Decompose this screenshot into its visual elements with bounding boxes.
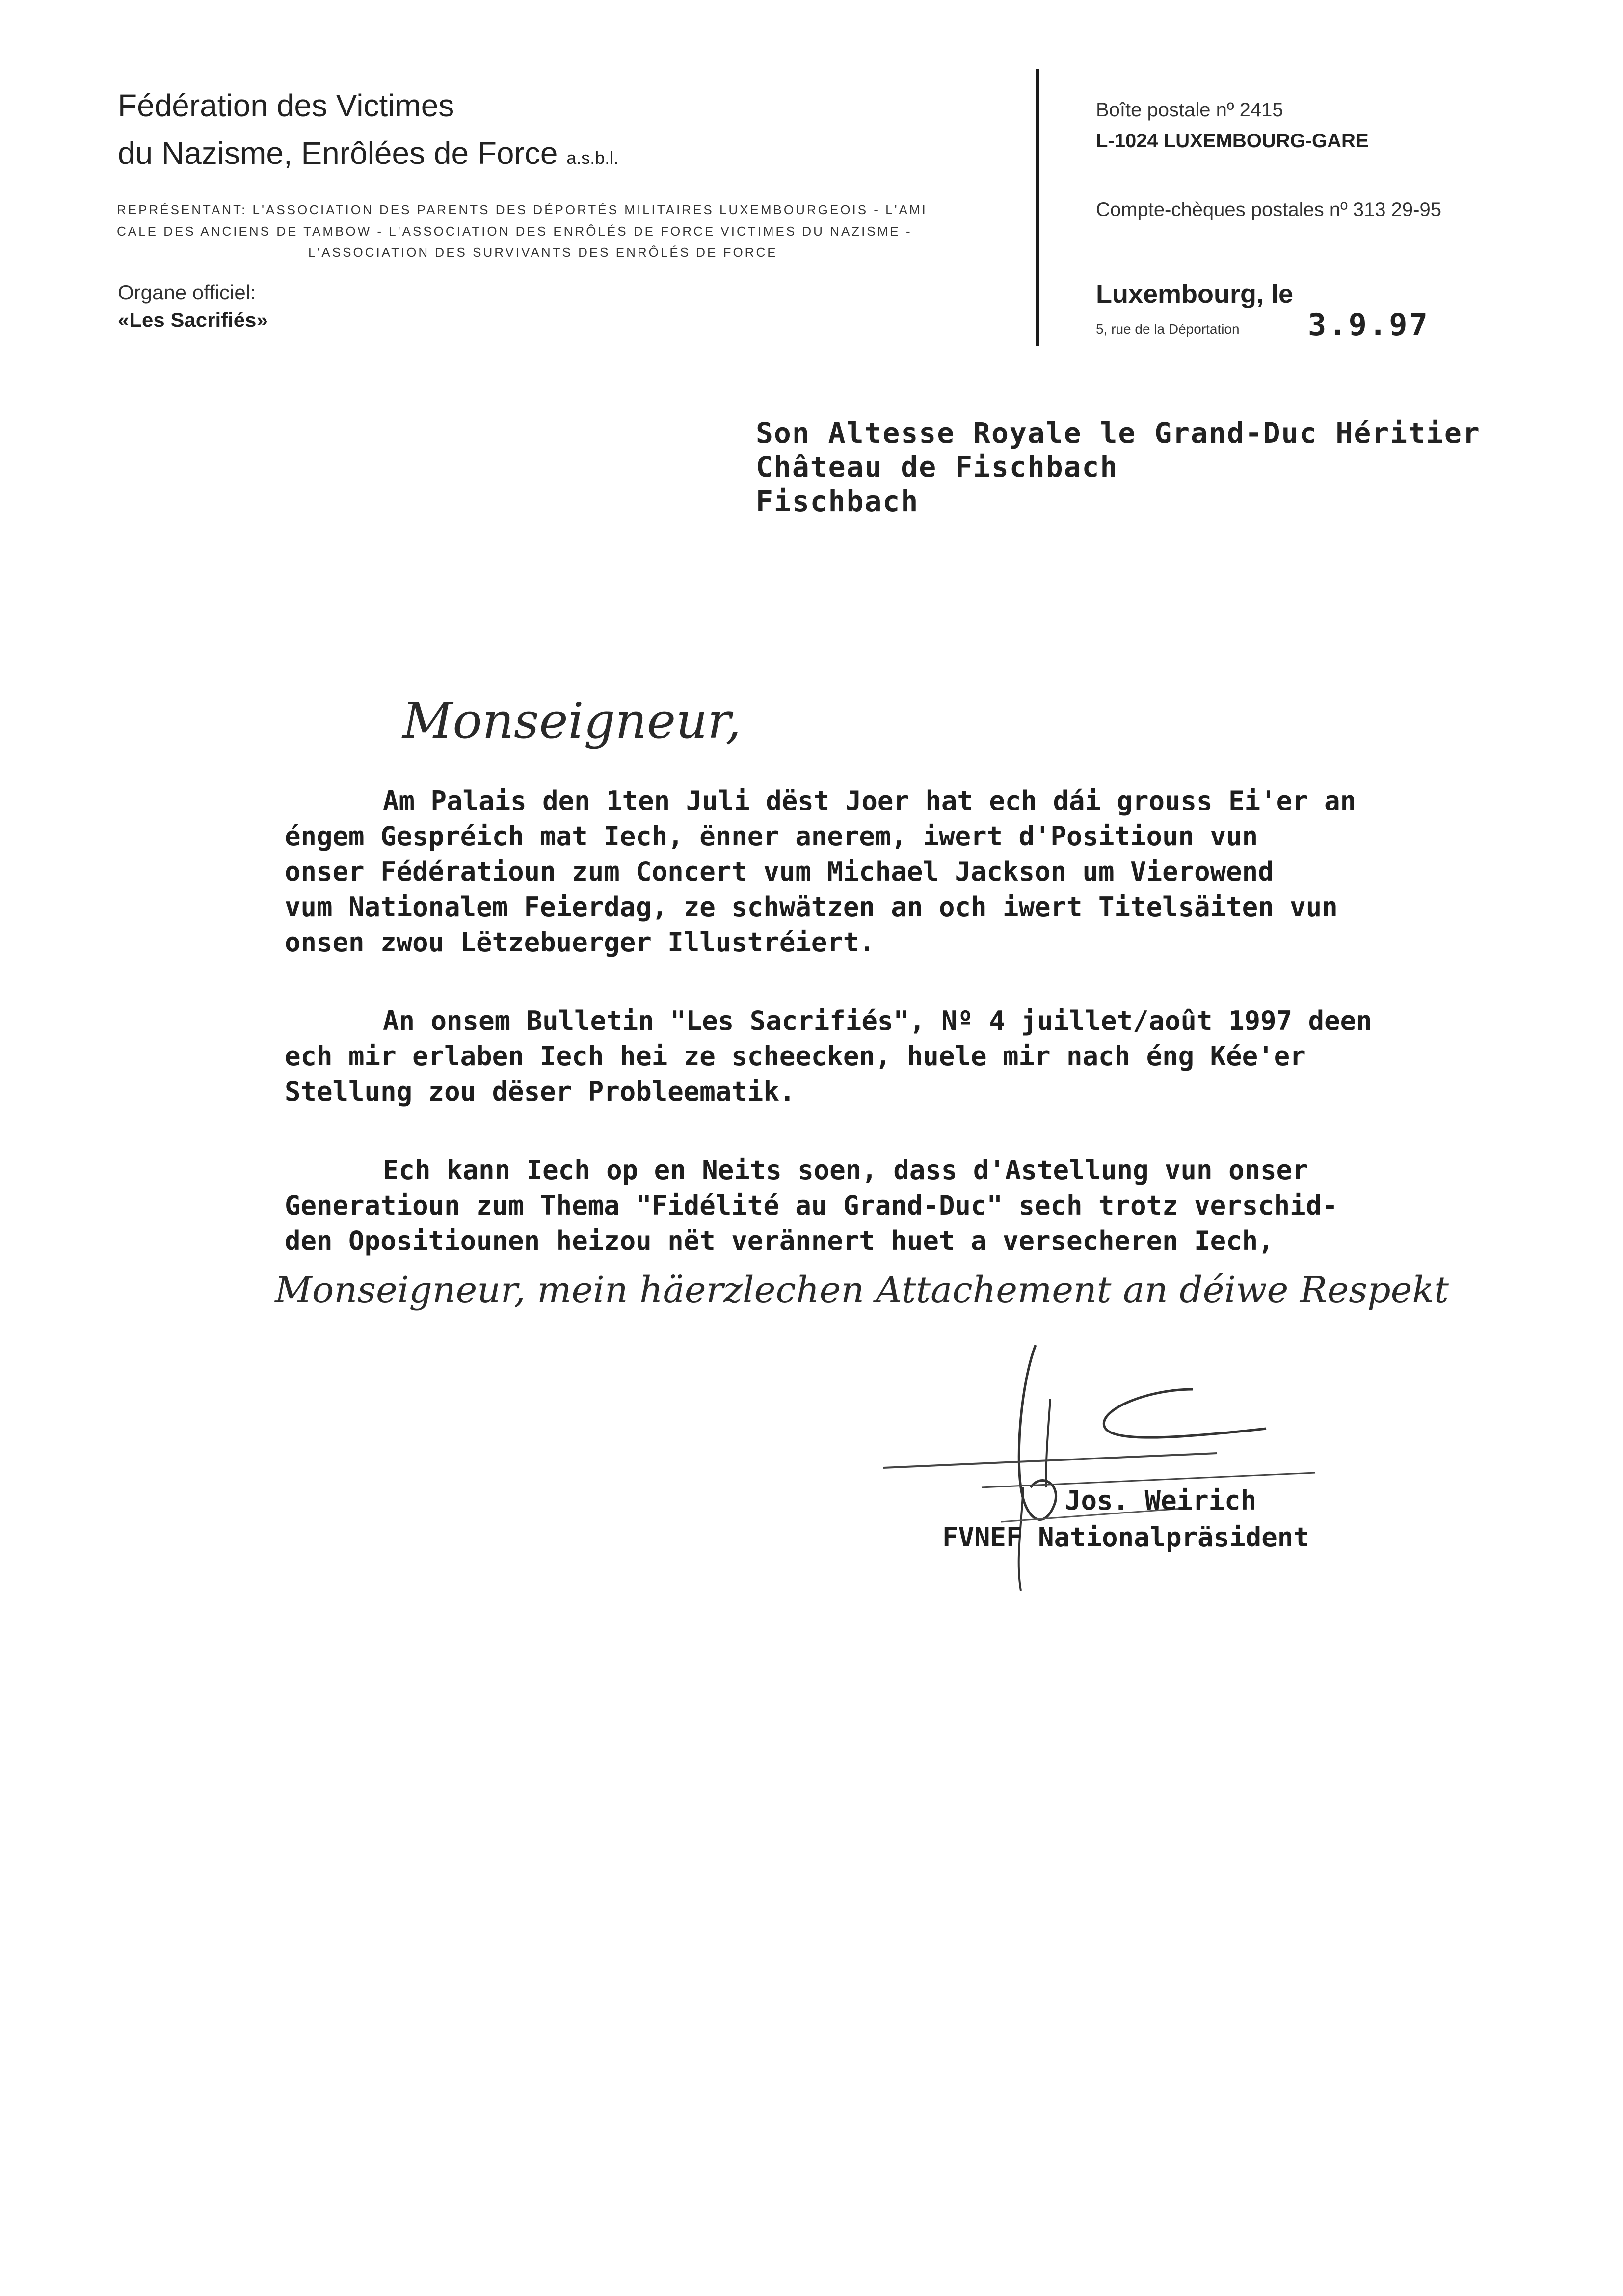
letterhead-divider <box>1036 69 1039 346</box>
letter-date: 3.9.97 <box>1308 307 1430 343</box>
organization-name-line1: Fédération des Victimes <box>118 88 454 123</box>
signature-scribble <box>874 1325 1512 1600</box>
signatory-title: FVNEF Nationalpräsident <box>942 1522 1309 1553</box>
place-line: Luxembourg, le <box>1096 279 1294 309</box>
organ-label: Organe officiel: <box>118 281 256 304</box>
paragraph2-line2: ech mir erlaben Iech hei ze scheecken, huele mir nach éng Kée'er <box>285 1041 1306 1072</box>
po-box: Boîte postale nº 2415 <box>1096 99 1283 121</box>
postal-city: L-1024 LUXEMBOURG-GARE <box>1096 130 1369 152</box>
signatory-name: Jos. Weirich <box>1065 1485 1257 1516</box>
paragraph3-line3: den Opositiounen heizou nët verännert huet a versecheren Iech, <box>285 1225 1274 1256</box>
paragraph2-line1: An onsem Bulletin "Les Sacrifiés", Nº 4 juillet/août 1997 deen <box>383 1005 1372 1036</box>
paragraph3-line1: Ech kann Iech op en Neits soen, dass d'Astellung vun onser <box>383 1155 1308 1186</box>
organization-suffix: a.s.b.l. <box>566 148 619 168</box>
paragraph1-line2: éngem Gespréich mat Iech, ënner anerem, iwert d'Positioun vun <box>285 821 1258 852</box>
paragraph1-line3: onser Fédératioun zum Concert vum Michael Jackson um Vierowend <box>285 856 1274 887</box>
organ-name: «Les Sacrifiés» <box>118 308 268 331</box>
recipient-line1: Son Altesse Royale le Grand-Duc Héritier <box>756 416 1481 450</box>
paragraph1-line1: Am Palais den 1ten Juli dëst Joer hat ech dái grouss Ei'er an <box>383 785 1357 816</box>
represents-line3: L'ASSOCIATION DES SURVIVANTS DES ENRÔLÉS DE FORCE <box>308 245 778 260</box>
paragraph2-line3: Stellung zou dëser Probleematik. <box>285 1076 796 1107</box>
organization-name-line2-text: du Nazisme, Enrôlées de Force <box>118 135 558 171</box>
paragraph3-line2: Generatioun zum Thema "Fidélité au Grand-Duc" sech trotz verschid- <box>285 1190 1338 1221</box>
postal-account: Compte-chèques postales nº 313 29-95 <box>1096 199 1441 220</box>
handwritten-closing: Monseigneur, mein häerzlechen Attachement an déiwe Respekt <box>275 1269 1449 1311</box>
paragraph1-line5: onsen zwou Lëtzebuerger Illustréiert. <box>285 927 875 958</box>
recipient-line2: Château de Fischbach <box>756 450 1118 484</box>
recipient-line3: Fischbach <box>756 485 919 518</box>
handwritten-salutation: Monseigneur, <box>402 692 742 750</box>
organization-name-line2 <box>118 135 618 171</box>
paragraph1-line4: vum Nationalem Feierdag, ze schwätzen an och iwert Titelsäiten vun <box>285 891 1338 922</box>
represents-line2: CALE DES ANCIENS DE TAMBOW - L'ASSOCIATION DES ENRÔLÉS DE FORCE VICTIMES DU NAZISME - <box>117 224 912 239</box>
street-address: 5, rue de la Déportation <box>1096 322 1240 337</box>
represents-line1: REPRÉSENTANT: L'ASSOCIATION DES PARENTS DES DÉPORTÉS MILITAIRES LUXEMBOURGEOIS - L'AMI <box>117 202 928 217</box>
